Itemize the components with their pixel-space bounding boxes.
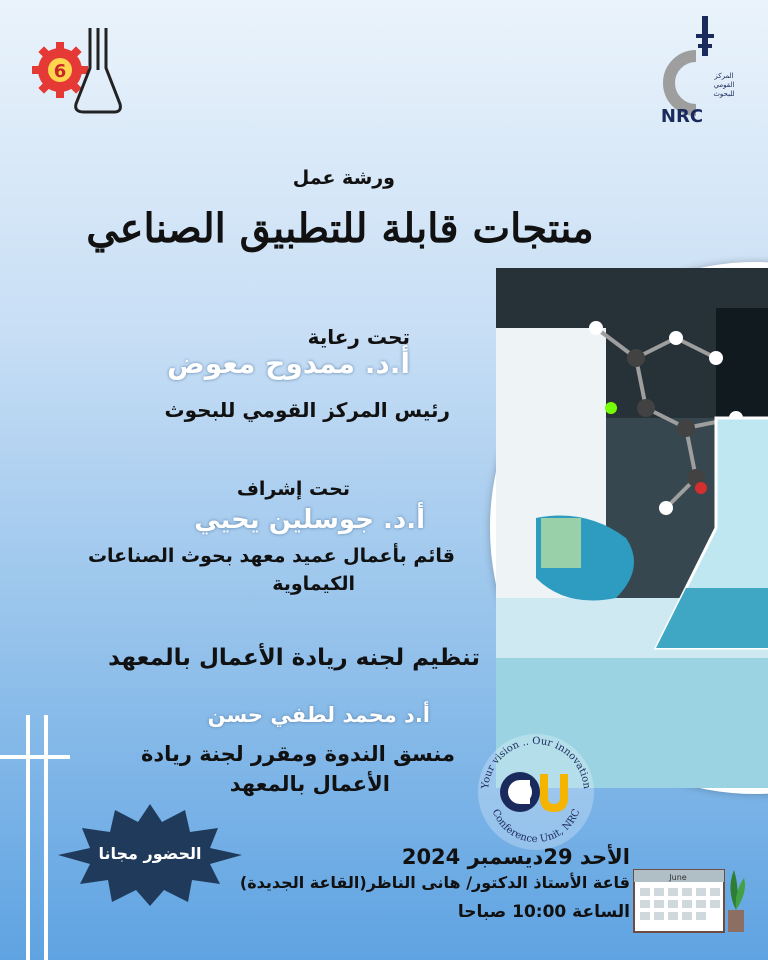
patron-name: أ.د. ممدوح معوض <box>167 347 410 380</box>
svg-text:القومي: القومي <box>713 81 735 89</box>
svg-text:Conference Unit, NRC: Conference Unit, NRC <box>489 807 583 846</box>
workshop-label: ورشة عمل <box>292 167 395 189</box>
event-time: الساعة 10:00 صباحا <box>457 902 630 922</box>
svg-text:المركز: المركز <box>714 72 734 80</box>
organization-label: تنظيم لجنه ريادة الأعمال بالمعهد <box>108 645 480 671</box>
lab-photo <box>490 262 768 794</box>
svg-text:Your vision .. Our innovation: Your vision .. Our innovation <box>480 735 592 790</box>
nrc-logo <box>652 14 735 127</box>
page-title: منتجات قابلة للتطبيق الصناعي <box>86 205 594 252</box>
organizer-name: أ.د محمد لطفي حسن <box>207 703 430 727</box>
svg-text:June: June <box>669 873 687 882</box>
event-date: الأحد 29ديسمبر 2024 <box>401 845 630 869</box>
supervisor-role-line2: الكيماوية <box>272 573 355 595</box>
organizer-role-line1: منسق الندوة ومقرر لجنة ريادة <box>140 742 455 766</box>
decorative-line <box>0 755 70 759</box>
supervisor-name: أ.د. جوسلين يحيي <box>194 505 425 535</box>
organizer-role-line2: الأعمال بالمعهد <box>229 772 390 796</box>
free-attendance-label: الحضور مجانا <box>98 844 202 863</box>
logo-number: 6 <box>53 61 67 82</box>
plant-icon <box>728 870 745 932</box>
free-attendance-badge <box>50 800 250 910</box>
conference-unit-logo <box>474 730 598 854</box>
event-venue: قاعة الأستاذ الدكتور/ هانى الناظر(القاعة الجديدة) <box>239 873 630 892</box>
supervisor-role-line1: قائم بأعمال عميد معهد بحوث الصناعات <box>87 545 455 567</box>
svg-text:للبحوث: للبحوث <box>713 90 735 98</box>
calendar-icon <box>630 840 750 940</box>
patronage-label: تحت رعاية <box>307 325 410 349</box>
decorative-line <box>26 715 30 960</box>
patron-role: رئيس المركز القومي للبحوث <box>164 398 450 422</box>
institute-logo <box>28 20 128 120</box>
decorative-line <box>44 715 48 960</box>
supervision-label: تحت إشراف <box>236 478 350 500</box>
svg-text:NRC: NRC <box>660 106 704 127</box>
